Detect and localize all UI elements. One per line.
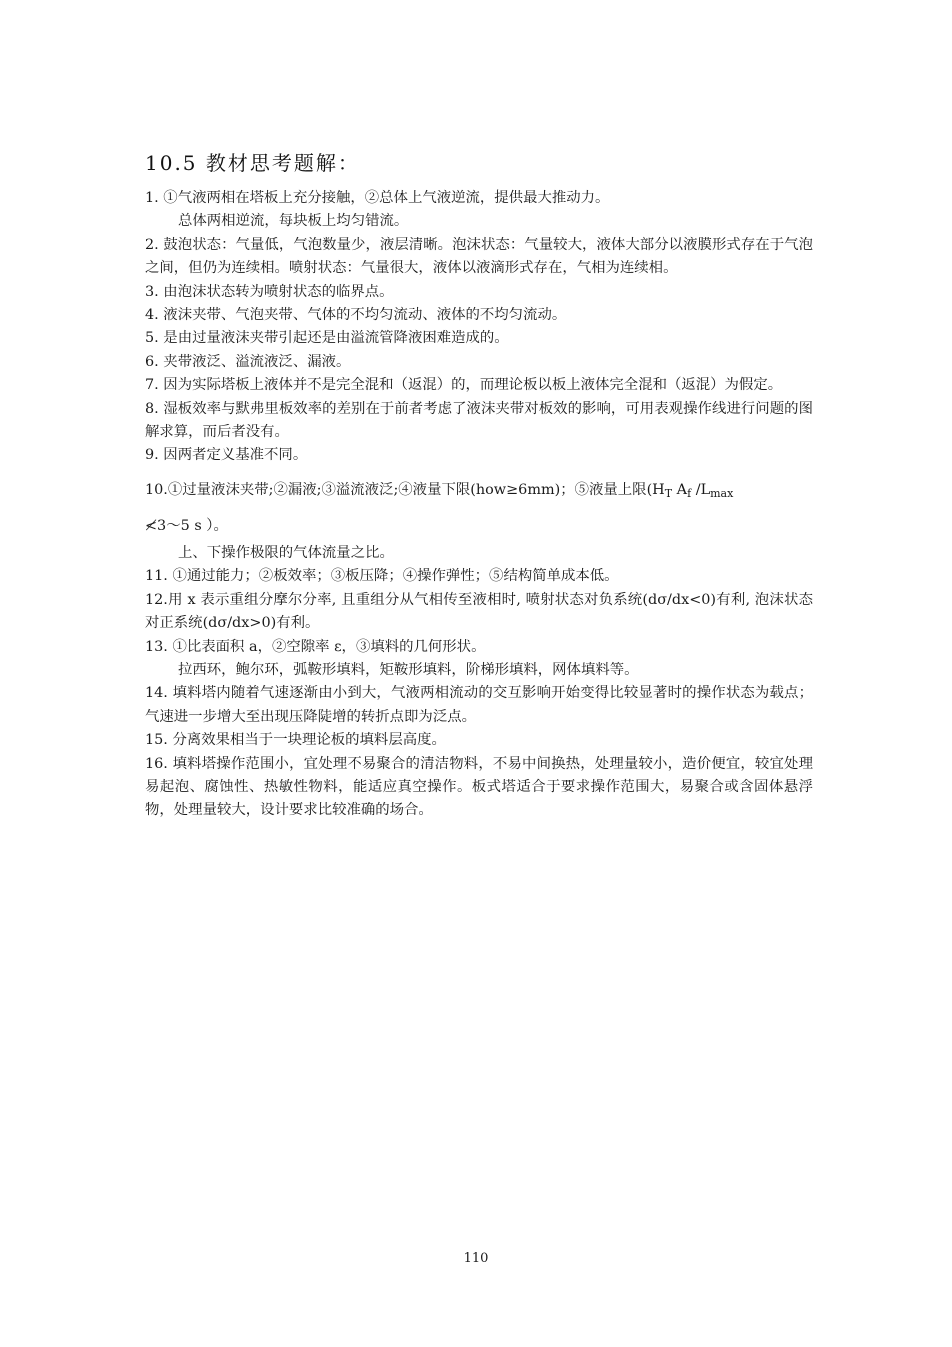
answer-3: 3. 由泡沫状态转为喷射状态的临界点。 bbox=[145, 283, 394, 300]
answer-10-part1: 10.①过量液沫夹带;②漏液;③溢流液泛;④液量下限(how≥6mm)；⑤液量上限(H bbox=[145, 481, 665, 498]
answer-16: 16. 填料塔操作范围小，宜处理不易聚合的清洁物料，不易中间换热，处理量较小，造价便宜，较宜处理易起泡、腐蚀性、热敏性物料，能适应真空操作。板式塔适合于要求操作范围大，易聚合或含固体悬浮物，处理量较大，设计要求比较准确的场合。 bbox=[145, 755, 813, 819]
answer-10-line2: ≮3～5 s ）。 bbox=[145, 517, 228, 534]
answer-10-part3: /L bbox=[691, 481, 711, 498]
page-number: 110 bbox=[463, 1251, 489, 1266]
answer-1-note: 总体两相逆流，每块板上均匀错流。 bbox=[178, 213, 409, 230]
answer-10-subscript-f: f bbox=[687, 486, 692, 500]
answer-11: 11. ①通过能力；②板效率；③板压降；④操作弹性；⑤结构简单成本低。 bbox=[145, 568, 619, 585]
answer-13-note: 拉西环，鲍尔环，弧鞍形填料，矩鞍形填料，阶梯形填料，网体填料等。 bbox=[178, 661, 639, 678]
answer-10 bbox=[145, 474, 813, 510]
answer-12: 12.用 x 表示重组分摩尔分率, 且重组分从气相传至液相时, 喷射状态对负系统(dσ/dx<0)有利, 泡沫状态对正系统(dσ/dx>0)有利。 bbox=[145, 591, 813, 632]
section-heading: 10.5 教材思考题解： bbox=[145, 151, 360, 175]
answer-10-note: 上、下操作极限的气体流量之比。 bbox=[178, 544, 394, 561]
answer-13: 13. ①比表面积 a，②空隙率 ε，③填料的几何形状。 bbox=[145, 638, 486, 655]
answer-list bbox=[145, 187, 813, 823]
answer-15: 15. 分离效果相当于一块理论板的填料层高度。 bbox=[145, 732, 446, 749]
answer-5: 5. 是由过量液沫夹带引起还是由溢流管降液困难造成的。 bbox=[145, 330, 509, 347]
answer-10-part2: A bbox=[672, 481, 688, 498]
answer-1: 1. ①气液两相在塔板上充分接触，②总体上气液逆流，提供最大推动力。 bbox=[145, 190, 610, 206]
answer-4: 4. 液沫夹带、气泡夹带、气体的不均匀流动、液体的不均匀流动。 bbox=[145, 307, 567, 324]
answer-14: 14. 填料塔内随着气速逐渐由小到大，气液两相流动的交互影响开始变得比较显著时的操作状态为载点；气速进一步增大至出现压降陡增的转折点即为泛点。 bbox=[145, 685, 813, 725]
answer-10-subscript-max: max bbox=[710, 486, 734, 500]
answer-6: 6. 夹带液泛、溢流液泛、漏液。 bbox=[145, 353, 351, 370]
answer-10-subscript-t: T bbox=[664, 486, 673, 500]
answer-2: 2. 鼓泡状态：气量低，气泡数量少，液层清晰。泡沫状态：气量较大，液体大部分以液膜形式存在于气泡之间，但仍为连续相。喷射状态：气量很大，液体以液滴形式存在，气相为连续相。 bbox=[145, 236, 813, 277]
answer-9: 9. 因两者定义基准不同。 bbox=[145, 447, 308, 464]
answer-8: 8. 湿板效率与默弗里板效率的差别在于前者考虑了液沫夹带对板效的影响，可用表观操作线进行问题的图解求算，而后者没有。 bbox=[145, 400, 813, 441]
answer-7: 7. 因为实际塔板上液体并不是完全混和（返混）的，而理论板以板上液体完全混和（返混）为假定。 bbox=[145, 377, 783, 394]
